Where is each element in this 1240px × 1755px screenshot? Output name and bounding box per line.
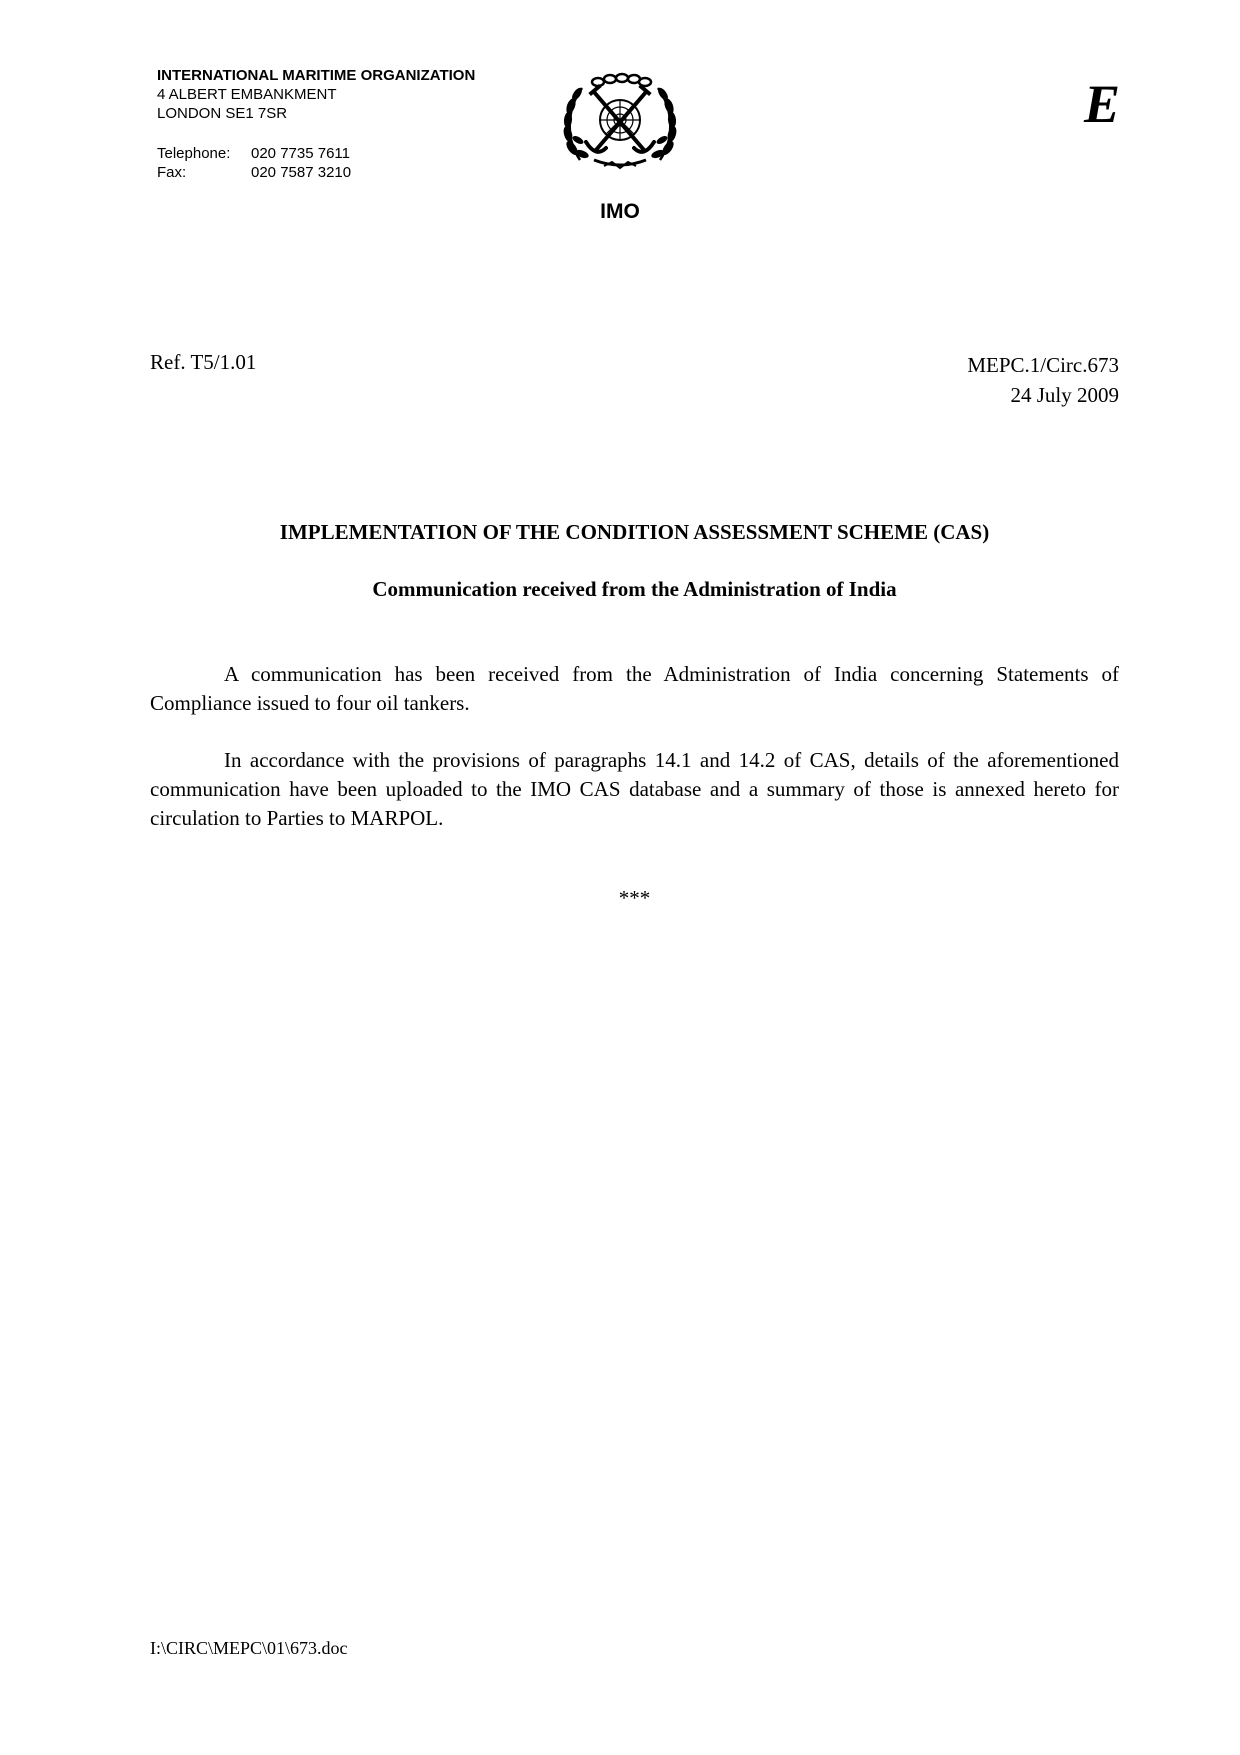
document-date: 24 July 2009 xyxy=(1010,383,1119,407)
section-separator: *** xyxy=(618,886,651,910)
footer-file-path: I:\CIRC\MEPC\01\673.doc xyxy=(150,1638,348,1658)
telephone-value: 020 7735 7611 xyxy=(251,145,350,162)
address-line-2: LONDON SE1 7SR xyxy=(157,105,288,122)
telephone-label: Telephone: xyxy=(157,145,231,162)
imo-emblem-icon xyxy=(560,70,680,174)
document-symbol: MEPC.1/Circ.673 xyxy=(967,353,1119,377)
document-subtitle: Communication received from the Administration of India xyxy=(372,577,897,601)
document-symbol-block xyxy=(967,350,1119,410)
fax-value: 020 7587 3210 xyxy=(251,164,352,181)
fax-label: Fax: xyxy=(157,164,187,181)
document-reference: Ref. T5/1.01 xyxy=(150,350,257,374)
body-paragraph: A communication has been received from the Administration of India concerning Statements of Compliance issued to four oil tankers. xyxy=(150,662,1119,715)
body-paragraph: In accordance with the provisions of paragraphs 14.1 and 14.2 of CAS, details of the aforementioned communication have been uploaded to the IMO CAS database and a summary of those is annexed hereto for circulation to Parties to MARPOL. xyxy=(150,748,1119,830)
language-mark: E xyxy=(1083,74,1120,134)
imo-label: IMO xyxy=(600,200,640,223)
organization-name: INTERNATIONAL MARITIME ORGANIZATION xyxy=(157,67,476,84)
telephone-row xyxy=(157,144,351,163)
address-line-1: 4 ALBERT EMBANKMENT xyxy=(157,86,337,103)
contact-details xyxy=(157,144,351,182)
document-title: IMPLEMENTATION OF THE CONDITION ASSESSMENT SCHEME (CAS) xyxy=(279,520,990,544)
organization-address xyxy=(157,66,475,123)
fax-row xyxy=(157,163,351,182)
